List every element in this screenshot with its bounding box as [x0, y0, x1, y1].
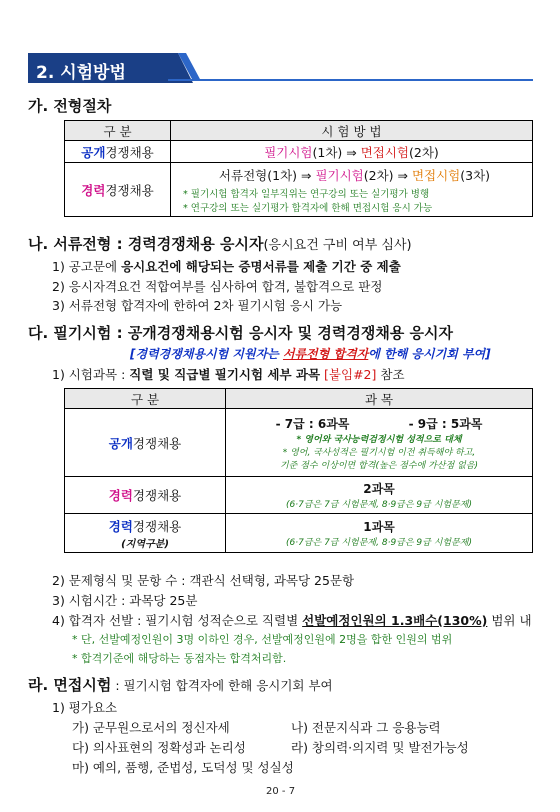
- page-number: 20 - 7: [266, 786, 296, 797]
- eligibility-note-emphasis: 서류전형 합격자: [282, 347, 369, 361]
- list-item-emphasis: 직렬 및 직급별 필기시험 세부 과목: [129, 367, 321, 382]
- step-written: 필기시험: [264, 144, 313, 160]
- subject-note: (6·7급은 7급 시험문제, 8·9급은 9급 시험문제): [286, 538, 472, 548]
- heading-na-sub: (응시요건 구비 여부 심사): [263, 238, 412, 253]
- list-item-text: 참조: [376, 367, 405, 382]
- step-written: 필기시험: [315, 168, 364, 183]
- category-cell: [65, 163, 171, 217]
- eligibility-note-text: [경력경쟁채용시험 지원자는: [130, 347, 283, 361]
- step-text: (1차) ⇒: [312, 144, 361, 160]
- heading-ra: [28, 674, 333, 695]
- step-interview: 면접시험: [360, 144, 410, 160]
- method-cell: [171, 163, 533, 217]
- evaluation-item: 나) 전문지식과 그 응용능력: [291, 720, 441, 735]
- list-item-text: 범위 내: [487, 613, 532, 628]
- list-item: 1) 평가요소: [52, 700, 118, 715]
- eligibility-note-text: 에 한해 응시기회 부여]: [368, 347, 491, 361]
- category-highlight: 공개: [108, 435, 133, 451]
- evaluation-item: 다) 의사표현의 정확성과 논리성: [72, 740, 246, 755]
- table-row: [65, 163, 533, 217]
- category-text: 경쟁채용: [105, 144, 154, 160]
- list-item-emphasis: 선발예정인원의 1.3배수(130%): [302, 613, 488, 628]
- evaluation-item: 마) 예의, 품행, 준법성, 도덕성 및 성실성: [72, 760, 294, 775]
- category-cell: [65, 514, 226, 553]
- category-highlight: 경력: [81, 182, 106, 198]
- list-item-text: 1) 시험과목 :: [52, 367, 130, 382]
- heading-da: 다. 필기시험 : 공개경쟁채용시험 응시자 및 경력경쟁채용 응시자: [28, 324, 453, 342]
- heading-na-main: 나. 서류전형 : 경력경쟁채용 응시자: [28, 235, 264, 253]
- subjects-table: [64, 388, 533, 553]
- method-cell: [171, 141, 533, 163]
- subject-note: * 영어, 국사성적은 필기시험 이전 취득해야 하고,: [282, 447, 476, 458]
- list-item: 2) 응시자격요건 적합여부를 심사하여 합격, 불합격으로 판정: [52, 279, 383, 294]
- evaluation-item: 라) 창의력·의지력 및 발전가능성: [291, 740, 469, 755]
- eligibility-note: [130, 345, 491, 362]
- category-highlight: 경력: [108, 488, 133, 503]
- list-item: 3) 서류전형 합격자에 한하여 2차 필기시험 응시 가능: [52, 298, 343, 313]
- step-document: 서류전형: [218, 168, 268, 183]
- list-note: * 단, 선발예정인원이 3명 이하인 경우, 선발예정인원에 2명을 합한 인원의 범위: [72, 633, 453, 646]
- table-header-method: 시 험 방 법: [171, 121, 533, 141]
- list-item-emphasis: 응시요건에 해당되는 증명서류를 제출 기간 중 제출: [121, 259, 401, 274]
- step-text: (2차): [409, 144, 439, 160]
- table-header-subjects: 과 목: [226, 389, 533, 409]
- category-highlight: 경력: [108, 518, 133, 534]
- category-text: 경쟁채용: [132, 435, 182, 451]
- list-note: * 합격기준에 해당하는 동점자는 합격처리함.: [72, 652, 287, 665]
- section-title: 2. 시험방법: [36, 63, 126, 83]
- evaluation-item: 가) 군무원으로서의 정신자세: [72, 720, 230, 735]
- category-cell: [65, 477, 226, 514]
- table-note: * 연구강의 또는 실기평가 합격자에 한해 면접시험 응시 가능: [183, 203, 433, 214]
- category-cell: [65, 141, 171, 163]
- category-text: 경쟁채용: [105, 182, 154, 198]
- heading-na: [28, 233, 412, 254]
- table-row: [65, 141, 533, 163]
- subject-count-grade7: - 7급 : 6과목: [275, 416, 350, 431]
- table-row: [65, 477, 533, 514]
- list-item: [52, 257, 401, 275]
- subject-count: 1과목: [363, 520, 395, 534]
- step-text: (2차) ⇒: [363, 168, 412, 183]
- table-header-category: 구 분: [65, 389, 226, 409]
- subjects-cell: [226, 409, 533, 477]
- subject-note: 기준 점수 이상이면 합격(높은 점수에 가산점 없음): [279, 460, 479, 471]
- table-header-category: 구 분: [65, 121, 171, 141]
- table-header-row: [65, 389, 533, 409]
- step-interview: 면접시험: [411, 168, 461, 183]
- subject-count-grade9: - 9급 : 5과목: [408, 416, 483, 431]
- selection-procedure-table: [64, 120, 533, 217]
- category-highlight: 공개: [81, 144, 106, 160]
- list-item: 2) 문제형식 및 문항 수 : 객관식 선택형, 과목당 25문항: [52, 573, 355, 588]
- list-item: [52, 365, 405, 383]
- attachment-ref: [붙임#2]: [320, 367, 377, 382]
- subjects-cell: [226, 477, 533, 514]
- table-header-row: [65, 121, 533, 141]
- list-item: [52, 611, 532, 629]
- table-note: * 필기시험 합격자 일부직위는 연구강의 또는 실기평가 병행: [183, 189, 430, 200]
- table-row: [65, 514, 533, 553]
- subject-count: 2과목: [363, 482, 395, 496]
- heading-ga: 가. 전형절차: [28, 97, 112, 115]
- table-row: [65, 409, 533, 477]
- heading-ra-sub: : 필기시험 합격자에 한해 응시기회 부여: [111, 678, 333, 693]
- subject-note: * 영어와 국사능력검정시험 성적으로 대체: [296, 434, 462, 445]
- list-item-text: 1) 공고문에: [52, 259, 122, 274]
- step-text: (3차): [460, 168, 491, 183]
- list-item: 3) 시험시간 : 과목당 25분: [52, 593, 198, 608]
- category-subtitle: (지역구분): [121, 538, 169, 550]
- step-text: (1차) ⇒: [267, 168, 316, 183]
- category-cell: [65, 409, 226, 477]
- category-text: 경쟁채용: [132, 518, 182, 534]
- subject-note: (6·7급은 7급 시험문제, 8·9급은 9급 시험문제): [286, 500, 472, 510]
- category-text: 경쟁채용: [132, 488, 182, 503]
- heading-ra-main: 라. 면접시험: [28, 676, 112, 694]
- subjects-cell: [226, 514, 533, 553]
- list-item-text: 4) 합격자 선발 : 필기시험 성적순으로 직렬별: [52, 613, 303, 628]
